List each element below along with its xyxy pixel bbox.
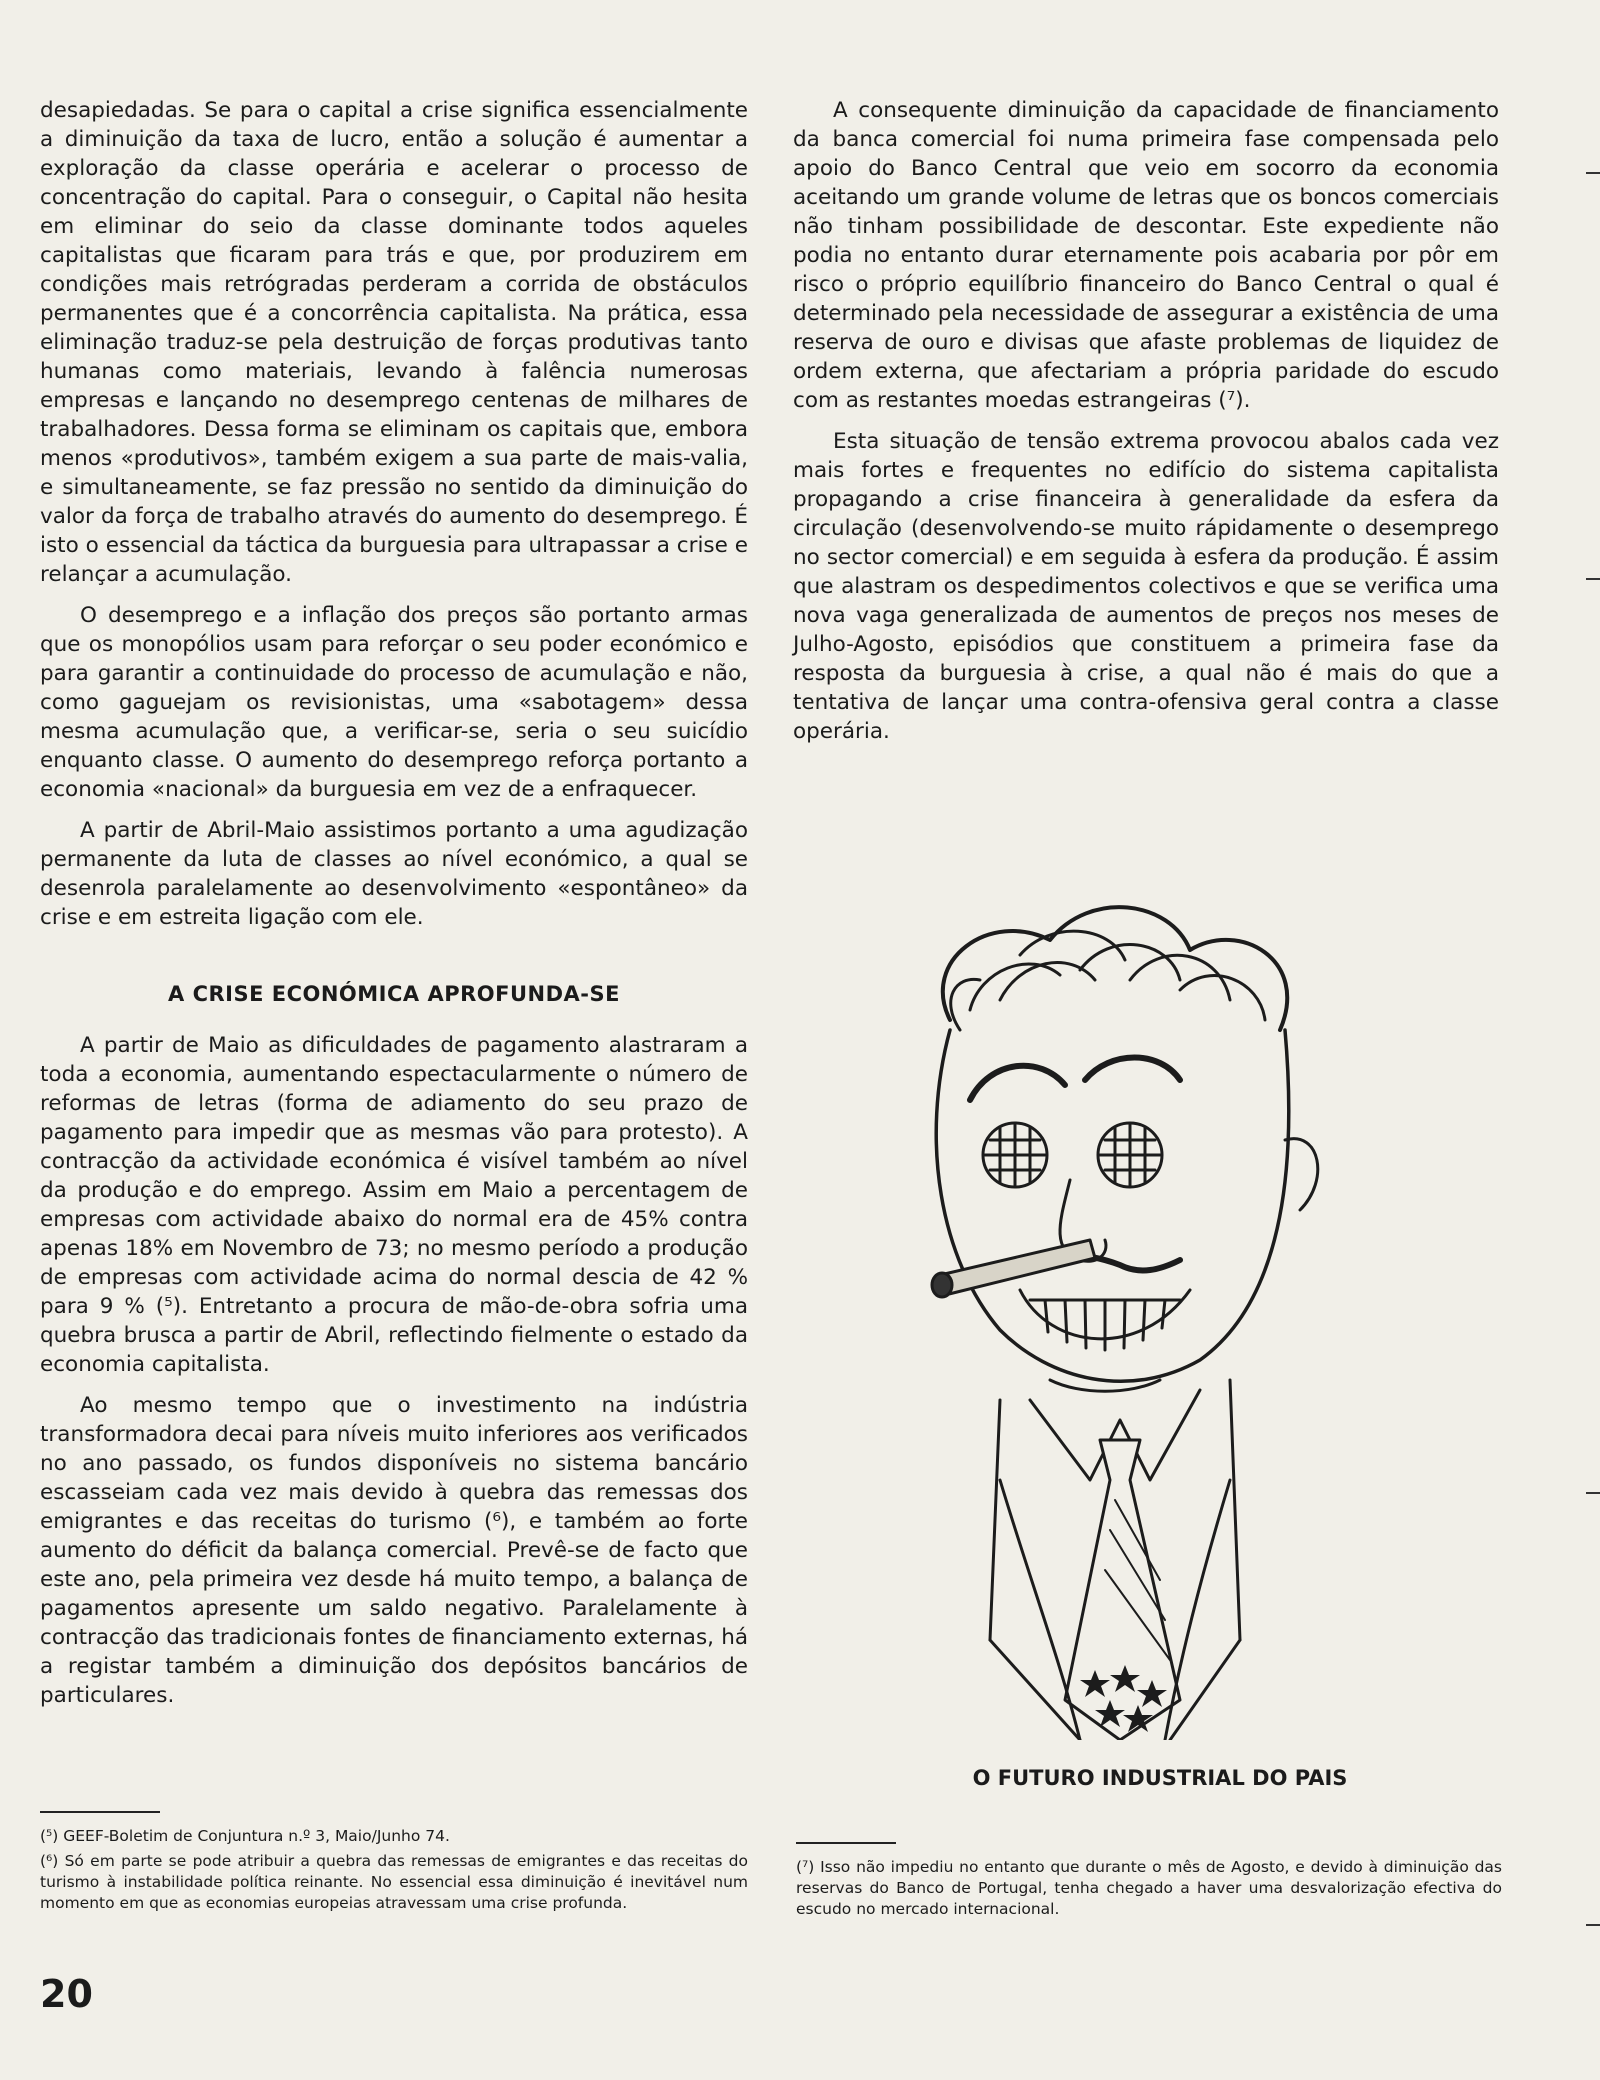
page-number: 20 (40, 1972, 93, 2016)
left-column (40, 96, 748, 1722)
capitalist-caricature-illustration (880, 880, 1380, 1740)
paragraph: A consequente diminuição da capacidade de financiamento da banca comercial foi numa primeira fase compensada pelo apoio do Banco Central que veio em socorro da economia aceitando um grande volume de letras que os boncos comerciais não tinham possibilidade de descontar. Este expediente não podia no entanto durar eternamente pois acabaria por pôr em risco o próprio equilíbrio financeiro do Banco Central o qual é determinado pela necessidade de assegurar a existência de uma reserva de ouro e divisas que afaste problemas de liquidez de ordem externa, que afectariam a própria paridade do escudo com as restantes moedas estrangeiras (⁷). (793, 98, 1499, 413)
edge-mark (1586, 172, 1600, 174)
footnote: (⁵) GEEF-Boletim de Conjuntura n.º 3, Maio/Junho 74. (40, 1827, 450, 1845)
right-footnotes (796, 1857, 1502, 1924)
paragraph: A partir de Maio as dificuldades de pagamento alastraram a toda a economia, aumentando espectacularmente o número de reformas de letras (forma de adiamento do seu prazo de pagamento para impedir que as mesmas vão para protesto). A contracção da actividade económica é visível também ao nível da produção e do emprego. Assim em Maio a percentagem de empresas com actividade abaixo do normal era de 45% contra apenas 18% em Novembro de 73; no mesmo período a produção de empresas com actividade acima do normal descia de 42 % para 9 % (⁵). Entretanto a procura de mão-de-obra sofria uma quebra brusca a partir de Abril, reflectindo fielmente o estado da economia capitalista. (40, 1033, 748, 1377)
footnote-divider (40, 1811, 160, 1813)
paragraph: Esta situação de tensão extrema provocou abalos cada vez mais fortes e frequentes no edifício do sistema capitalista propagando a crise financeira à generalidade da esfera da circulação (desenvolvendo-se muito rápidamente o desemprego no sector comercial) e em seguida à esfera da produção. É assim que alastram os despedimentos colectivos e que se verifica uma nova vaga generalizada de aumentos de preços nos meses de Julho-Agosto, episódios que constituem a primeira fase da resposta da burguesia à crise, a qual não é mais do que a tentativa de lançar uma contra-ofensiva geral contra a classe operária. (793, 429, 1499, 744)
edge-mark (1586, 578, 1600, 580)
right-column (793, 96, 1499, 758)
edge-mark (1586, 1924, 1600, 1926)
paragraph: desapiedadas. Se para o capital a crise significa essencialmente a diminuição da taxa de lucro, então a solução é aumentar a exploração da classe operária e acelerar o processo de concentração do capital. Para o conseguir, o Capital não hesita em eliminar do seio da classe dominante todos aqueles capitalistas que ficaram para trás e que, por produzirem em condições mais retrógradas perderam a corrida de obstáculos permanentes que é a concorrência capitalista. Na prática, essa eliminação traduz-se pela destruição de forças produtivas tanto humanas como materiais, levando à falência numerosas empresas e lançando no desemprego centenas de milhares de trabalhadores. Dessa forma se eliminam os capitais que, embora menos «produtivos», também exigem a sua parte de mais-valia, e simultaneamente, se faz pressão no sentido da diminuição do valor da força de trabalho através do aumento do desemprego. É isto o essencial da táctica da burguesia para ultrapassar a crise e relançar a acumulação. (40, 98, 748, 587)
footnote: (⁶) Só em parte se pode atribuir a quebra das remessas de emigrantes e das receitas do turismo à instabilidade política reinante. No essencial essa diminuição é inevitável num momento em que as economias europeias atravessam uma crise profunda. (40, 1852, 748, 1912)
footnote-divider (796, 1842, 896, 1844)
footnote: (⁷) Isso não impediu no entanto que durante o mês de Agosto, e devido à diminuição das reservas do Banco de Portugal, tenha chegado a haver uma desvalorização efectiva do escudo no mercado internacional. (796, 1858, 1502, 1918)
paragraph: Ao mesmo tempo que o investimento na indústria transformadora decai para níveis muito inferiores aos verificados no ano passado, os fundos disponíveis no sistema bancário escasseiam cada vez mais devido à quebra das remessas dos emigrantes e das receitas do turismo (⁶), e também ao forte aumento do déficit da balança comercial. Prevê-se de facto que este ano, pela primeira vez desde há muito tempo, a balança de pagamentos apresente um saldo negativo. Paralelamente à contracção das tradicionais fontes de financiamento externas, há a registar também a diminuição dos depósitos bancários de particulares. (40, 1393, 748, 1708)
section-heading: A CRISE ECONÓMICA APROFUNDA-SE (168, 982, 620, 1006)
cartoon-caption-title: O FUTURO INDUSTRIAL DO PAIS (972, 1766, 1348, 1790)
paragraph: O desemprego e a inflação dos preços são portanto armas que os monopólios usam para reforçar o seu poder económico e para garantir a continuidade do processo de acumulação e não, como gaguejam os revisionistas, uma «sabotagem» dessa mesma acumulação que, a verificar-se, seria o seu suicídio enquanto classe. O aumento do desemprego reforça portanto a economia «nacional» da burguesia em vez de a enfraquecer. (40, 603, 748, 802)
left-footnotes (40, 1826, 748, 1918)
edge-mark (1586, 1492, 1600, 1494)
paragraph: A partir de Abril-Maio assistimos portanto a uma agudização permanente da luta de classes ao nível económico, a qual se desenrola paralelamente ao desenvolvimento «espontâneo» da crise e em estreita ligação com ele. (40, 818, 748, 930)
